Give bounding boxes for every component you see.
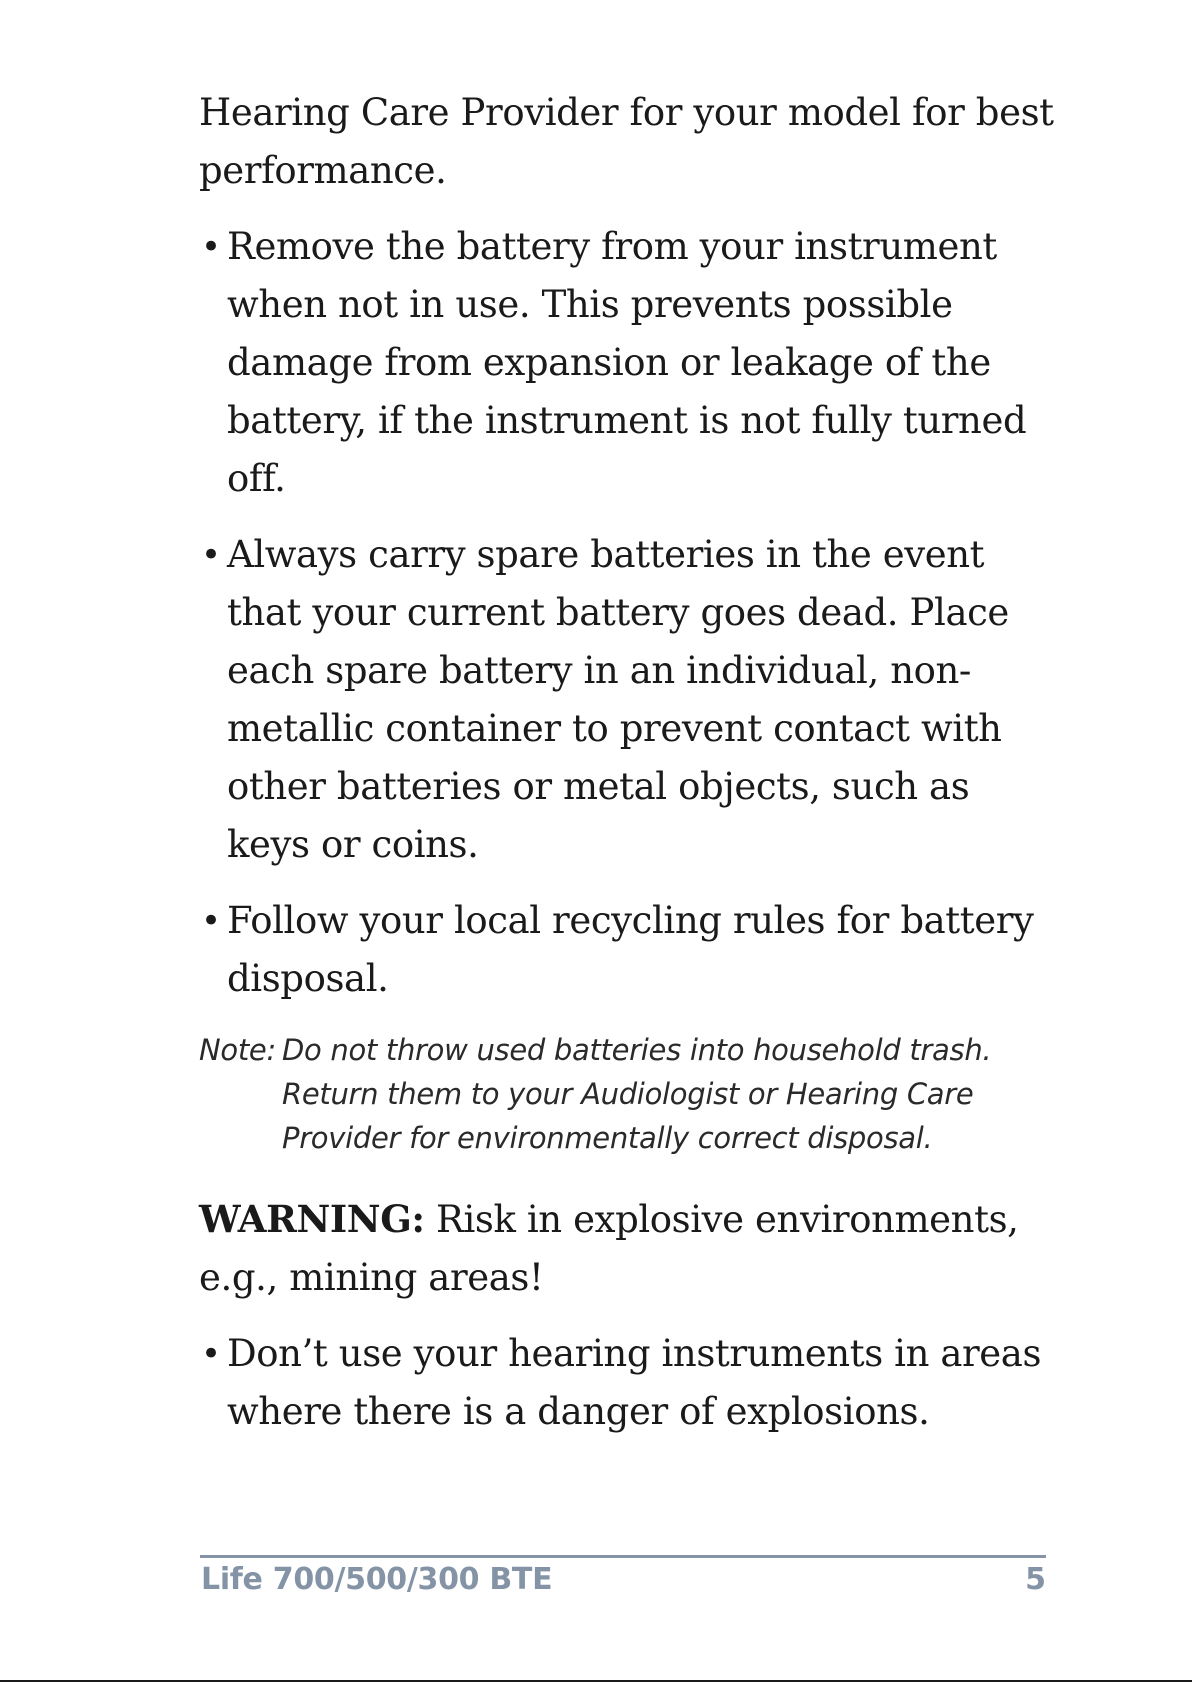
footer-page-number: 5 bbox=[1025, 1562, 1046, 1597]
footer-product-name: Life 700/500/300 BTE bbox=[201, 1562, 553, 1597]
list-item bbox=[199, 218, 1059, 508]
note-text: Do not throw used batteries into household trash. Return them to your Audiologist or Hearing Care Provider for environmentally correct disposal. bbox=[282, 1033, 992, 1155]
battery-bullet-list bbox=[199, 218, 1059, 1008]
list-item bbox=[199, 526, 1059, 874]
list-item bbox=[199, 892, 1059, 1008]
page-content bbox=[199, 84, 1059, 1459]
warning-bullet-list bbox=[199, 1325, 1059, 1441]
footer-divider bbox=[200, 1555, 1046, 1558]
bullet-text: Remove the battery from your instrument when not in use. This prevents possible damage from expansion or leakage of the battery, if the instrument is not fully turned off. bbox=[227, 225, 1027, 500]
bullet-text: Don’t use your hearing instruments in areas where there is a danger of explosions. bbox=[227, 1332, 1042, 1433]
note-block bbox=[199, 1028, 1059, 1160]
note-label: Note: bbox=[199, 1033, 276, 1067]
bullet-marker: • bbox=[201, 1334, 221, 1374]
bullet-text: Always carry spare batteries in the event that your current battery goes dead. Place each spare battery in an individual, non-metallic container to prevent contact with other batteries or metal objects, such as keys or coins. bbox=[227, 533, 1009, 866]
list-item bbox=[199, 1325, 1059, 1441]
page-bottom-edge bbox=[0, 1680, 1192, 1682]
warning-label: WARNING: bbox=[199, 1197, 425, 1241]
warning-heading bbox=[199, 1190, 1059, 1307]
bullet-text: Follow your local recycling rules for battery disposal. bbox=[227, 899, 1034, 1000]
bullet-marker: • bbox=[201, 535, 221, 575]
intro-paragraph: Hearing Care Provider for your model for best performance. bbox=[199, 91, 1054, 192]
bullet-marker: • bbox=[201, 227, 221, 267]
warning-text: Risk in explosive environments, e.g., mining areas! bbox=[199, 1198, 1019, 1299]
bullet-marker: • bbox=[201, 901, 221, 941]
